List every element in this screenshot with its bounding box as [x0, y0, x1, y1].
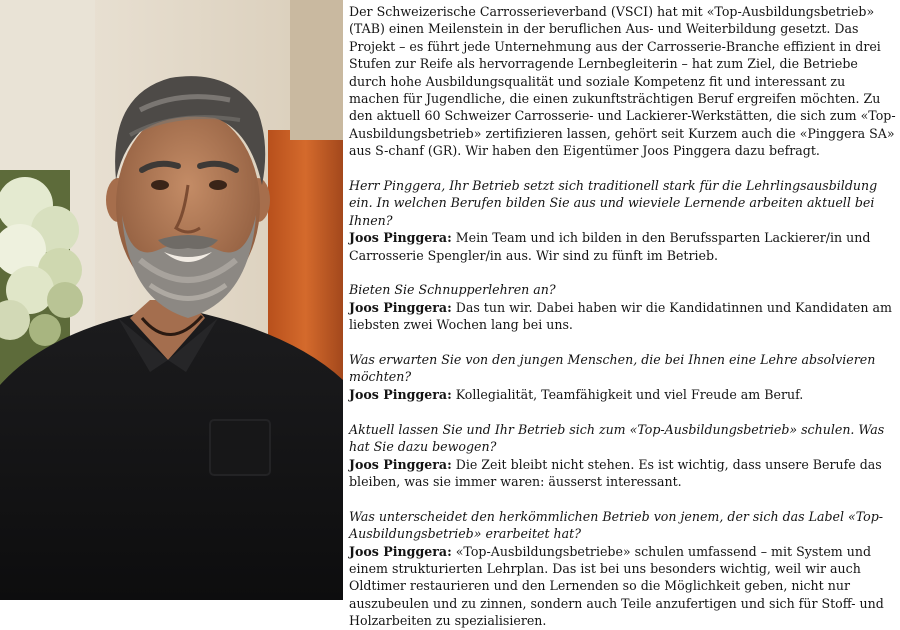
answer-speaker: Joos Pinggera: — [349, 299, 452, 315]
left-eye — [151, 180, 169, 190]
answer-speaker: Joos Pinggera: — [349, 386, 452, 402]
interview-question: Was unterscheidet den herkömmlichen Betrieb von jenem, der sich das Label «Top-Ausbildungsbetrieb» erarbeitet hat? — [349, 508, 884, 542]
answer-text: Die Zeit bleibt nicht stehen. Es ist wichtig, dass unsere Berufe das bleiben, was sie immer waren: äusserst interessant. — [349, 456, 882, 489]
interview-question: Herr Pinggera, Ihr Betrieb setzt sich traditionell stark für die Lehrlingsausbildung ein. In welchen Berufen bilden Sie aus und wieviele Lernende arbeiten aktuell bei Ihnen? — [349, 178, 878, 228]
interview-question: Aktuell lassen Sie und Ihr Betrieb sich zum «Top-Ausbildungsbetrieb» schulen. Was hat Sie dazu bewogen? — [349, 421, 885, 455]
qa-block — [349, 281, 897, 333]
qa-block — [349, 351, 897, 403]
answer-text: Mein Team und ich bilden in den Berufssparten Lackierer/in und Carrosserie Spengler/in aus. Wir sind zu fünft im Betrieb. — [349, 230, 871, 263]
background-upper-right — [290, 0, 343, 140]
qa-block — [349, 508, 897, 630]
interview-answer — [349, 229, 897, 264]
interview-article — [349, 3, 897, 630]
shirt-pocket — [210, 420, 270, 475]
qa-block — [349, 421, 897, 491]
interview-answer — [349, 543, 897, 630]
interview-answer — [349, 386, 897, 403]
portrait-photo — [0, 0, 343, 600]
interview-answer — [349, 456, 897, 491]
answer-text: «Top-Ausbildungsbetriebe» schulen umfassend – mit System und einem strukturierten Lehrplan. Das ist bei uns besonders wichtig, weil wir auch Oldtimer restaurieren und den Lernenden so die Möglichkeit geben, nicht nur auszubeulen und zu zinnen, sondern auch Teile anzufertigen und sich für Stoff- und Holzarbeiten zu spezialisieren. — [349, 543, 884, 629]
answer-text: Kollegialität, Teamfähigkeit und viel Freude am Beruf. — [451, 386, 804, 402]
portrait-illustration — [0, 0, 343, 600]
interview-question: Bieten Sie Schnupperlehren an? — [349, 282, 556, 298]
answer-text: Das tun wir. Dabei haben wir die Kandidatinnen und Kandidaten am liebsten zwei Wochen lang bei uns. — [349, 299, 892, 333]
interview-answer — [349, 299, 897, 334]
interview-question: Was erwarten Sie von den jungen Menschen, die bei Ihnen eine Lehre absolvieren möchten? — [349, 352, 876, 385]
right-eye — [209, 180, 227, 190]
qa-block — [349, 177, 897, 264]
answer-speaker: Joos Pinggera: — [349, 543, 452, 559]
answer-speaker: Joos Pinggera: — [349, 230, 452, 246]
article-intro: Der Schweizerische Carrosserieverband (VSCI) hat mit «Top-Ausbildungsbetrieb» (TAB) einen Meilenstein in der beruflichen Aus- und Weiterbildung gesetzt. Das Projekt – es führt jede Unternehmung aus der Carrosserie-Branche effizient in drei Stufen zur Reife als hervorragende Lernbegleiterin – hat zum Ziel, die Betriebe durch hohe Ausbildungsqualität und soziale Kompetenz fit und interessant zu machen für Jugendliche, die einen zukunftsträchtigen Beruf ergreifen möchten. Zu den aktuell 60 Schweizer Carrosserie- und Lackierer-Werkstätten, die sich zum «Top-Ausbildungsbetrieb» zertifizieren lassen, gehört seit Kurzem auch die «Pinggera SA» aus S-chanf (GR). Wir haben den Eigentümer Joos Pinggera dazu befragt. — [349, 4, 896, 159]
answer-speaker: Joos Pinggera: — [349, 456, 452, 472]
